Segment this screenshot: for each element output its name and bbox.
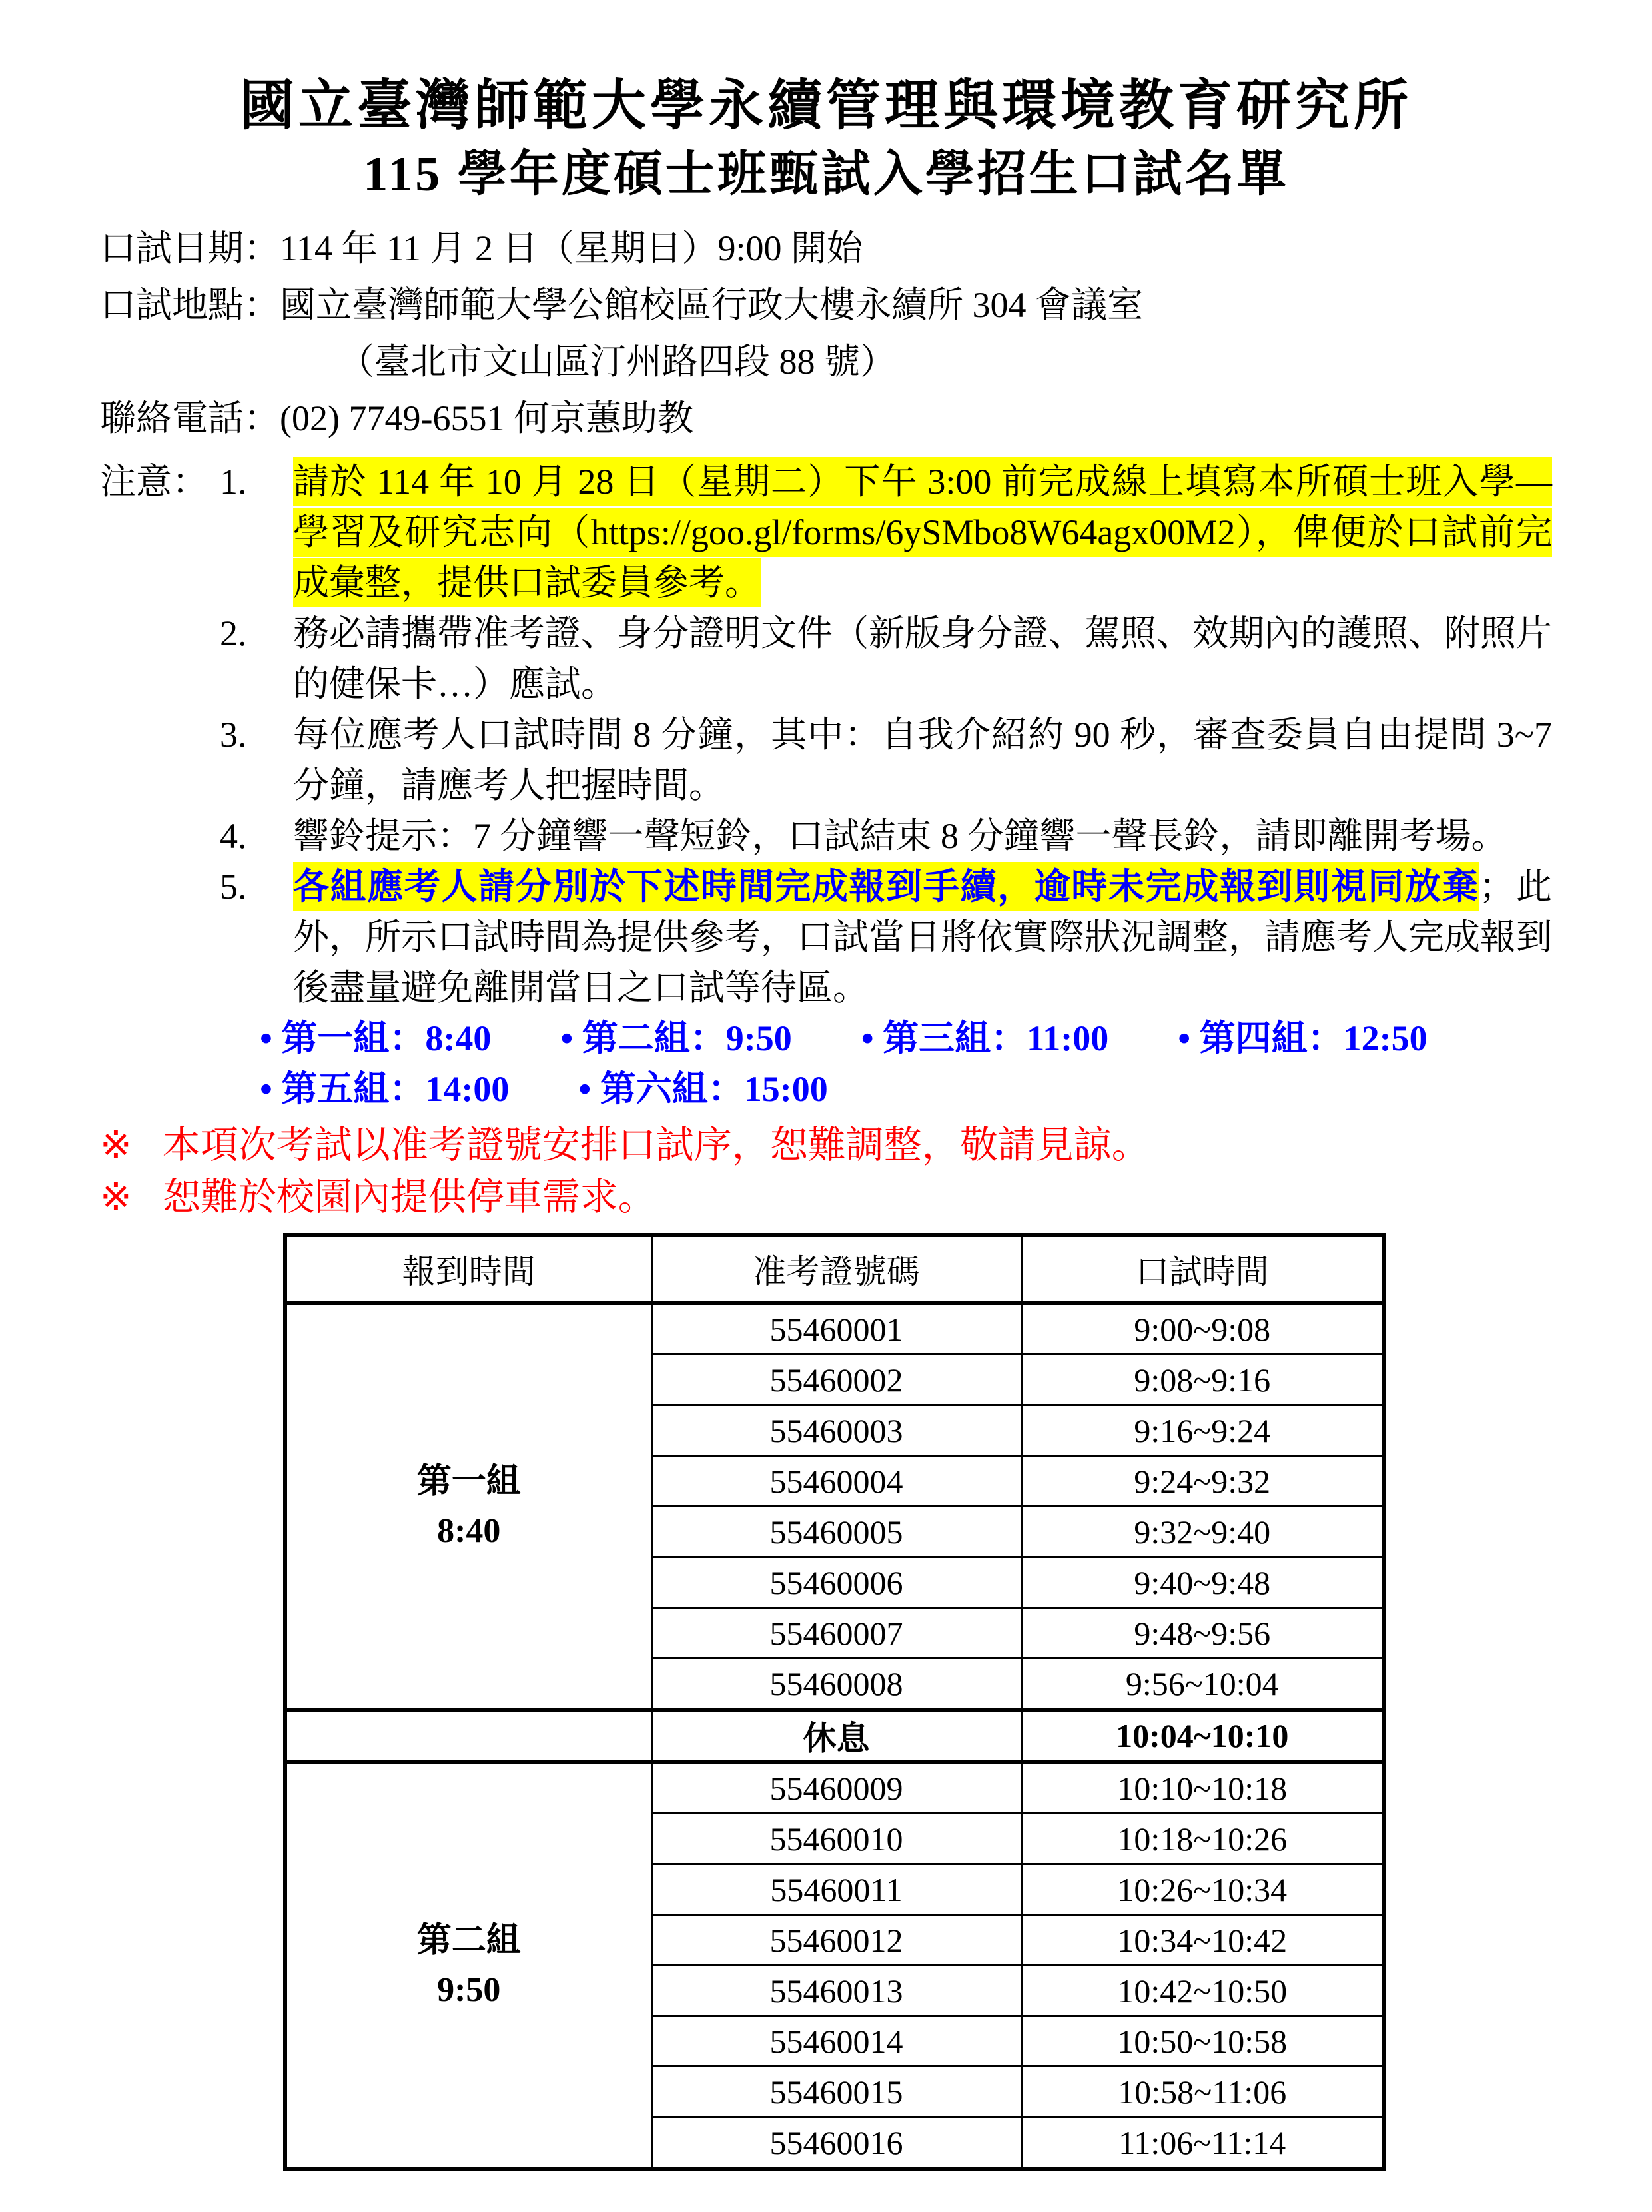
group-checkin-time: 8:40: [437, 1511, 501, 1550]
interview-time: 10:18~10:26: [1021, 1814, 1384, 1864]
break-row: [285, 1710, 1384, 1762]
interview-time: 11:06~11:14: [1021, 2117, 1384, 2169]
group-times-row: [100, 1064, 1552, 1114]
candidate-number: 55460008: [651, 1659, 1021, 1710]
warnings-section: [100, 1120, 1552, 1224]
schedule-table: [283, 1233, 1386, 2171]
group-label: 第一組: [416, 1462, 521, 1501]
note-segment: 響鈴提示：7 分鐘響一聲短鈴，口試結束 8 分鐘響一聲長鈴，請即離開考場。: [293, 816, 1507, 857]
interview-time: 9:16~9:24: [1021, 1405, 1384, 1456]
note-segment: 各組應考人請分別於下述時間完成報到手續，逾時未完成報到則視同放棄: [293, 862, 1479, 911]
candidate-number: 55460013: [651, 1966, 1021, 2016]
info-line: 口試日期：114 年 11 月 2 日（星期日）9:00 開始: [100, 228, 863, 269]
page-title: 國立臺灣師範大學永續管理與環境教育研究所: [239, 75, 1412, 136]
interview-time: 9:08~9:16: [1021, 1355, 1384, 1405]
candidate-number: 55460016: [651, 2117, 1021, 2169]
interview-time: 9:24~9:32: [1021, 1456, 1384, 1507]
page-subtitle: 115 學年度碩士班甄試入學招生口試名單: [363, 147, 1289, 202]
candidate-number: 55460003: [651, 1405, 1021, 1456]
note-item: [100, 709, 1552, 811]
note-item: [100, 861, 1552, 1013]
note-number: 3.: [220, 715, 247, 755]
warning-line: [100, 1120, 1552, 1172]
note-segment: 請於 114 年 10 月 28 日（星期二）下午 3:00 前完成線上填寫本所碩士班入學—學習及研究志向（https://goo.gl/forms/6ySMbo8W64agx00M2），俾便於口試前完成彙整，提供口試委員參考。: [293, 457, 1552, 607]
note-number: 4.: [220, 816, 247, 857]
table-head: [285, 1235, 1384, 1303]
candidate-number: 55460015: [651, 2067, 1021, 2117]
table-row: [285, 1762, 1384, 1814]
note-item: [100, 456, 1552, 608]
group-time-item: • 第二組：9:50: [560, 1018, 792, 1059]
candidate-number: 55460011: [651, 1864, 1021, 1915]
candidate-number: 55460001: [651, 1303, 1021, 1355]
group-time-item: • 第三組：11:00: [861, 1018, 1109, 1059]
note-number: 1.: [220, 462, 247, 502]
group-time-item: • 第六組：15:00: [578, 1069, 828, 1110]
notes-label: 注意：: [100, 462, 208, 502]
warning-text: 本項次考試以准考證號安排口試序，恕難調整，敬請見諒。: [162, 1124, 1150, 1167]
interview-time: 10:10~10:18: [1021, 1762, 1384, 1814]
break-label: 休息: [651, 1710, 1021, 1762]
column-header: 准考證號碼: [651, 1235, 1021, 1303]
candidate-number: 55460007: [651, 1608, 1021, 1659]
candidate-number: 55460006: [651, 1557, 1021, 1608]
group-time-item: • 第五組：14:00: [260, 1069, 510, 1110]
note-item: [100, 608, 1552, 709]
candidate-number: 55460014: [651, 2016, 1021, 2067]
warning-line: [100, 1172, 1552, 1224]
group-time-item: • 第四組：12:50: [1178, 1018, 1428, 1059]
interview-time: 10:42~10:50: [1021, 1966, 1384, 2016]
candidate-number: 55460009: [651, 1762, 1021, 1814]
interview-time: 10:34~10:42: [1021, 1915, 1384, 1966]
notes-section: [100, 456, 1552, 1013]
group-times-row: [100, 1013, 1552, 1064]
warning-text: 恕難於校園內提供停車需求。: [162, 1176, 656, 1219]
candidate-number: 55460012: [651, 1915, 1021, 1966]
candidate-number: 55460010: [651, 1814, 1021, 1864]
candidate-number: 55460005: [651, 1507, 1021, 1557]
info-line: （臺北市文山區汀州路四段 88 號）: [338, 342, 896, 382]
table-body: [285, 1303, 1384, 2169]
note-segment: ；此外，所示口試時間為提供參考，口試當日將依實際狀況調整，請應考人完成報到後盡量避免離開當日之口試等待區。: [293, 867, 1553, 1008]
reference-mark-icon: ※: [100, 1176, 132, 1219]
info-line: 聯絡電話：(02) 7749-6551 何京蕙助教: [100, 398, 693, 439]
group-label: 第二組: [416, 1921, 521, 1960]
interview-time: 10:26~10:34: [1021, 1864, 1384, 1915]
group-checkin-time: 9:50: [437, 1970, 501, 2009]
interview-time: 9:00~9:08: [1021, 1303, 1384, 1355]
group-times-section: [100, 1013, 1552, 1114]
group-cell: [285, 1303, 651, 1710]
group-cell: [285, 1762, 651, 2169]
note-segment: 務必請攜帶准考證、身分證明文件（新版身分證、駕照、效期內的護照、附照片的健保卡…）應試。: [293, 613, 1552, 705]
candidate-number: 55460002: [651, 1355, 1021, 1405]
column-header: 口試時間: [1021, 1235, 1384, 1303]
header-row: [285, 1235, 1384, 1303]
break-time: 10:04~10:10: [1021, 1710, 1384, 1762]
note-number: 2.: [220, 613, 247, 654]
table-row: [285, 1303, 1384, 1355]
note-number: 5.: [220, 867, 247, 907]
interview-time: 10:50~10:58: [1021, 2016, 1384, 2067]
interview-time: 10:58~11:06: [1021, 2067, 1384, 2117]
empty-cell: [285, 1710, 651, 1762]
info-line: 口試地點：國立臺灣師範大學公館校區行政大樓永續所 304 會議室: [100, 285, 1143, 326]
note-segment: 每位應考人口試時間 8 分鐘，其中：自我介紹約 90 秒，審查委員自由提問 3~7 分鐘，請應考人把握時間。: [293, 715, 1552, 806]
reference-mark-icon: ※: [100, 1124, 132, 1167]
interview-time: 9:40~9:48: [1021, 1557, 1384, 1608]
interview-time: 9:48~9:56: [1021, 1608, 1384, 1659]
candidate-number: 55460004: [651, 1456, 1021, 1507]
interview-time: 9:32~9:40: [1021, 1507, 1384, 1557]
group-time-item: • 第一組：8:40: [260, 1018, 492, 1059]
info-section: [100, 220, 1552, 447]
column-header: 報到時間: [285, 1235, 651, 1303]
interview-time: 9:56~10:04: [1021, 1659, 1384, 1710]
note-item: [100, 811, 1552, 861]
